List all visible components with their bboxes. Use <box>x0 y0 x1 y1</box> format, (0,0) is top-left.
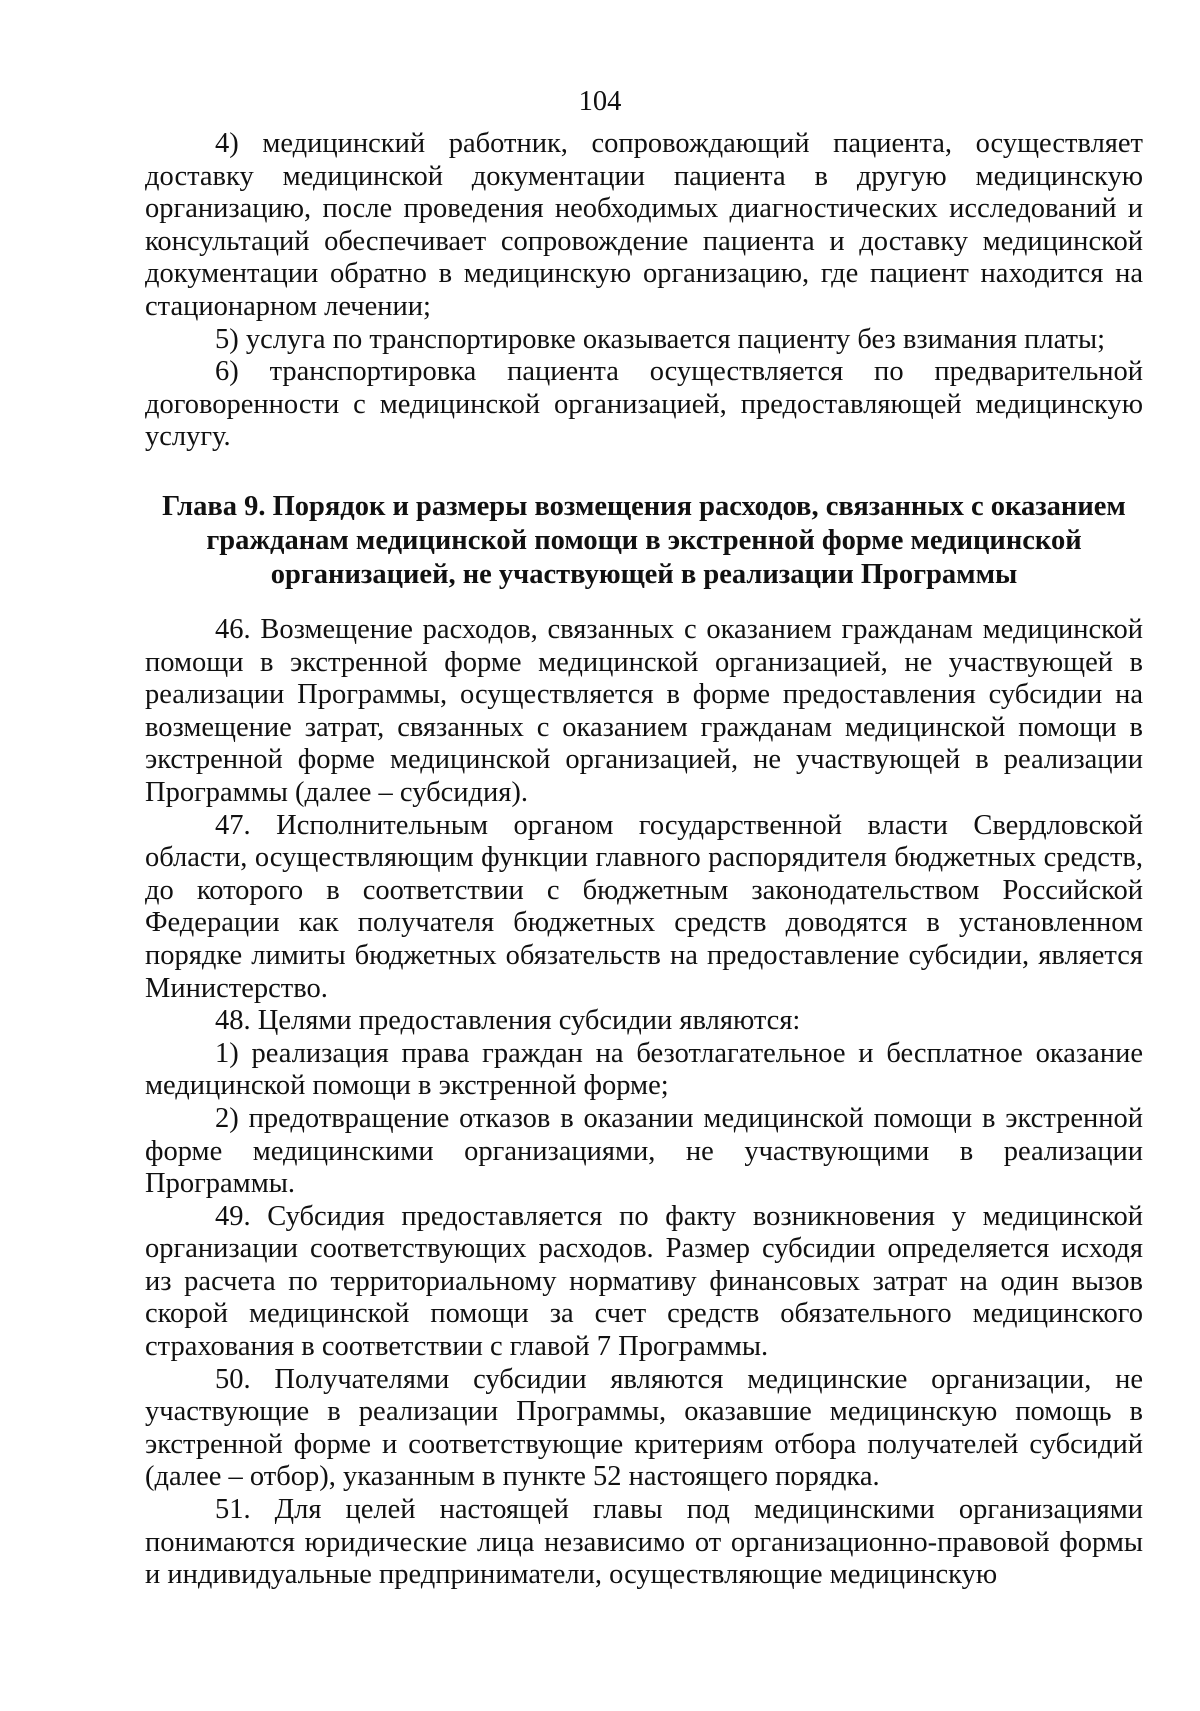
paragraph-item-6: 6) транспортировка пациента осуществляется по предварительной договоренности с медицинской организацией, предоставляющей медицинскую услугу. <box>145 356 1143 453</box>
paragraph-48-item-1: 1) реализация права граждан на безотлагательное и бесплатное оказание медицинской помощи в экстренной форме; <box>145 1037 1143 1102</box>
paragraph-48: 48. Целями предоставления субсидии являются: <box>215 1005 801 1037</box>
paragraph-49: 49. Субсидия предоставляется по факту возникновения у медицинской организации соответствующих расходов. Размер субсидии определяется исходя из расчета по территориальному нормативу финансовых затрат на один вызов скорой медицинской помощи за счет средств обязательного медицинского страхования в соответствии с главой 7 Программы. <box>145 1200 1143 1363</box>
page-number: 104 <box>578 86 622 117</box>
paragraph-48-item-2: 2) предотвращение отказов в оказании медицинской помощи в экстренной форме медицинскими организациями, не участвующими в реализации Программы. <box>145 1102 1143 1200</box>
paragraph-51: 51. Для целей настоящей главы под медицинскими организациями понимаются юридические лица независимо от организационно-правовой формы и индивидуальные предприниматели, осуществляющие медицинскую <box>145 1494 1143 1591</box>
paragraph-47: 47. Исполнительным органом государственной власти Свердловской области, осуществляющим функции главного распорядителя бюджетных средств, до которого в соответствии с бюджетным законодательством Российской Федерации как получателя бюджетных средств доводятся в установленном порядке лимиты бюджетных обязательств на предоставление субсидии, является Министерство. <box>145 809 1143 1004</box>
top-paragraphs <box>145 128 1143 454</box>
main-paragraphs <box>145 614 1143 1592</box>
chapter-heading-line-1: Глава 9. Порядок и размеры возмещения расходов, связанных с оказанием <box>162 491 1126 522</box>
paragraph-item-5: 5) услуга по транспортировке оказывается пациенту без взимания платы; <box>215 323 1106 355</box>
paragraph-46: 46. Возмещение расходов, связанных с оказанием гражданам медицинской помощи в экстренной форме медицинской организацией, не участвующей в реализации Программы, осуществляется в форме предоставления субсидии на возмещение затрат, связанных с оказанием гражданам медицинской помощи в экстренной форме медицинской организацией, не участвующей в реализации Программы (далее – субсидия). <box>145 614 1143 808</box>
chapter-heading-line-2: гражданам медицинской помощи в экстренной форме медицинской <box>206 525 1082 556</box>
chapter-heading <box>145 490 1143 592</box>
paragraph-50: 50. Получателями субсидии являются медицинские организации, не участвующие в реализации Программы, оказавшие медицинскую помощь в экстренной форме и соответствующие критериям отбора получателей субсидий (далее – отбор), указанным в пункте 52 настоящего порядка. <box>145 1363 1143 1493</box>
paragraph-item-4: 4) медицинский работник, сопровождающий пациента, осуществляет доставку медицинской документации пациента в другую медицинскую организацию, после проведения необходимых диагностических исследований и консультаций обеспечивает сопровождение пациента и доставку медицинской документации обратно в медицинскую организацию, где пациент находится на стационарном лечении; <box>145 128 1143 322</box>
chapter-heading-line-3: организацией, не участвующей в реализации Программы <box>270 559 1018 590</box>
